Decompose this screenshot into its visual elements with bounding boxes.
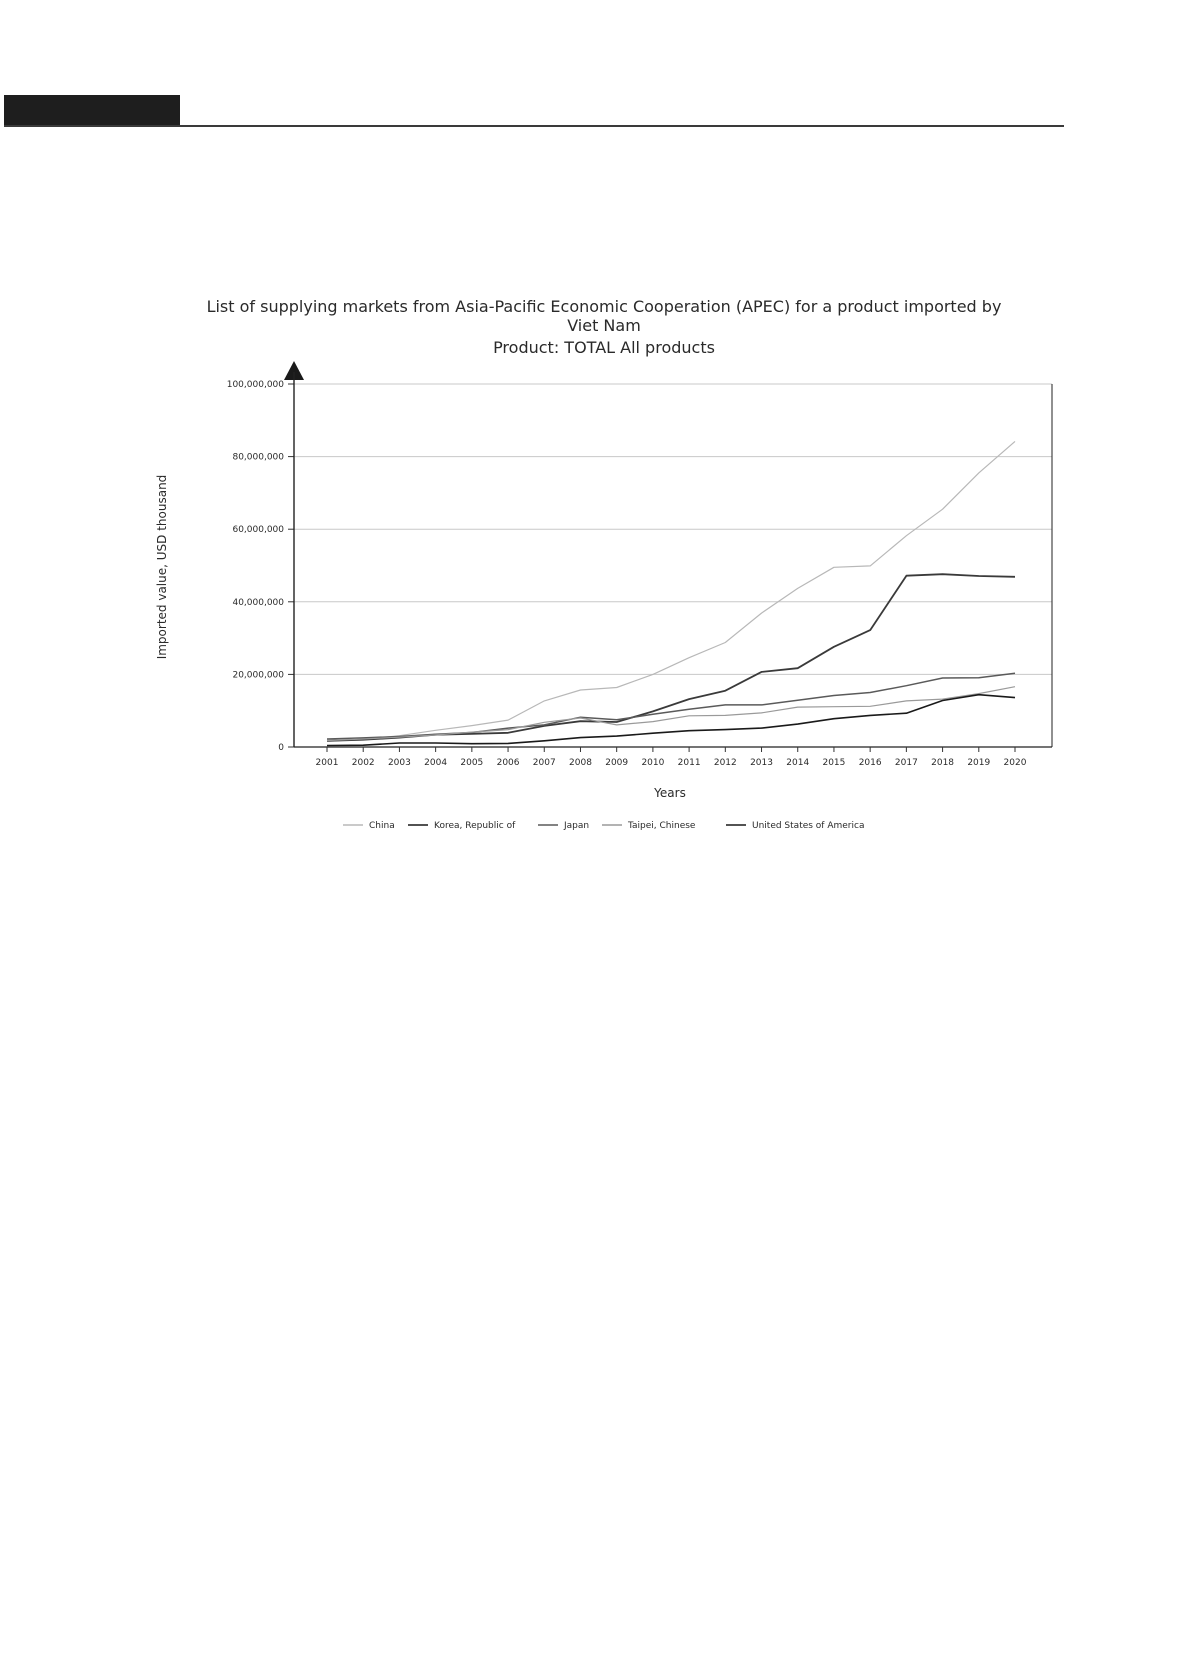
x-tick-label: 2003 [387,758,411,768]
x-tick-label: 2016 [858,758,882,768]
x-tick-label: 2005 [460,758,484,768]
legend-label: Korea, Republic of [434,821,516,831]
x-tick-label: 2007 [532,758,556,768]
x-tick-label: 2015 [822,758,846,768]
chart-title-line-2: Viet Nam [567,316,641,335]
y-tick-label: 80,000,000 [232,452,284,463]
x-tick-label: 2014 [786,758,810,768]
x-tick-label: 2009 [605,758,629,768]
x-tick-label: 2017 [894,758,918,768]
x-axis-label: Years [654,786,686,800]
x-tick-label: 2004 [424,758,448,768]
series-line-0 [327,441,1015,741]
legend [343,821,864,831]
grid-layer [294,384,1052,674]
x-tick-label: 2012 [713,758,737,768]
chart-title-line-1: List of supplying markets from Asia-Pacific Economic Cooperation (APEC) for a product imported by [206,297,1002,316]
series-line-4 [327,695,1015,746]
x-tick-label: 2011 [677,758,701,768]
y-tick-label: 40,000,000 [232,597,284,608]
x-tick-label: 2006 [496,758,520,768]
legend-label: China [369,821,395,831]
chart-title-line-3: Product: TOTAL All products [493,338,715,357]
series-layer [327,441,1015,745]
y-tick-label: 60,000,000 [232,525,284,536]
x-tick-label: 2018 [931,758,955,768]
x-tick-label: 2008 [569,758,592,768]
axes-layer [227,372,1052,768]
x-tick-label: 2010 [641,758,665,768]
legend-label: United States of America [752,821,865,831]
x-tick-label: 2019 [967,758,991,768]
y-axis-label: Imported value, USD thousand [155,474,169,660]
legend-label: Taipei, Chinese [628,821,696,831]
y-tick-label: 100,000,000 [226,380,284,390]
y-tick-label: 0 [278,743,284,753]
legend-label: Japan [564,821,590,831]
y-tick-label: 20,000,000 [232,670,284,681]
x-tick-label: 2020 [1003,758,1027,768]
series-line-1 [327,574,1015,741]
x-tick-label: 2002 [351,758,375,768]
x-tick-label: 2001 [315,758,339,768]
x-tick-label: 2013 [750,758,773,768]
